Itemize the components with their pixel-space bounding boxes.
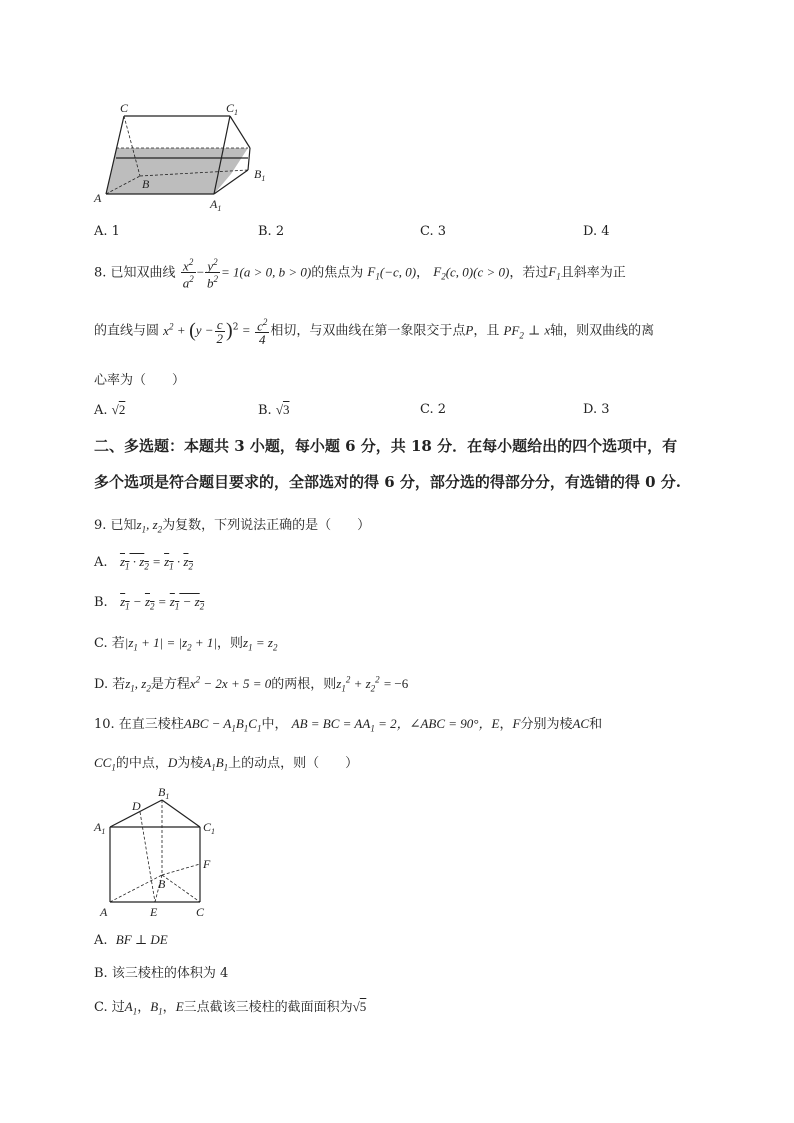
q10-line-2: $CC_1$的中点，D为棱$A_1B_1$上的动点，则（ ） — [94, 755, 359, 773]
q7-option-c: C. 3 — [420, 224, 447, 239]
q10-line-1: 10. 在直三棱柱ABC − $A_1B_1C_1$中， AB = BC = $AA_1 = 2$，∠ABC = 90°，E，F分别为棱AC和 — [94, 716, 603, 734]
q9-stem: 9. 已知$z_1$, $z_2$为复数，下列说法正确的是（ ） — [94, 517, 371, 535]
q9-option-a: A. $z_1 \cdot z_2 = z_1 \cdot z_2$ — [94, 554, 193, 572]
q8-option-a: A. √2 — [94, 402, 126, 418]
q7-option-d: D. 4 — [583, 224, 610, 239]
label-C1: $C_1$ — [203, 820, 216, 836]
q7-option-b: B. 2 — [258, 224, 285, 239]
q8-line-1: 8. 已知双曲线 $\frac{x^2}{a^2}$ − $\frac{y^2}{b^2}$ = 1(a > 0, b > 0)的焦点为 $F_1(-c$, 0)， $F_2(c$, 0)(c > 0)，若过$F_1$且斜率为正 — [94, 257, 626, 291]
label-C: C — [120, 101, 129, 115]
label-C: C — [196, 905, 205, 919]
q10-option-c: C. 过$A_1$，$B_1$，E三点截该三棱柱的截面面积为√5 — [94, 999, 367, 1017]
q9-option-b: B. $z_1 - z_2 = z_1 - z_2$ — [94, 594, 205, 612]
q8-option-c: C. 2 — [420, 402, 447, 417]
figure-prism-2 — [90, 784, 230, 920]
q7-option-a: A. 1 — [94, 224, 120, 239]
q9-option-d: D. 若$z_1$, $z_2$是方程$x^2 - 2x + 5 = 0$的两根，则$z_1^2 + z_2^2 = -6$ — [94, 674, 409, 694]
label-B: B — [142, 177, 150, 191]
section-2-heading-line-2: 多个选项是符合题目要求的，全部选对的得 6 分，部分选的得部分分，有选错的得 0 分. — [94, 473, 681, 491]
figure-prism-1 — [88, 98, 288, 216]
label-A: A — [100, 905, 108, 919]
label-B1: $B_1$ — [158, 785, 170, 801]
q8-option-b: B. √3 — [258, 402, 290, 418]
q8-line-2: 的直线与圆 $x^2 + (y$ − $\frac{c}{2}$ )$^2$ = $\frac{c^2}{4}$ 相切，与双曲线在第一象限交于点P，且 $PF_2$ ⊥ x轴，则双曲线的离 — [94, 316, 655, 348]
label-A: A — [94, 191, 102, 205]
label-C1: $C_1$ — [226, 101, 239, 117]
q9-option-c: C. 若$|z_1 + 1| = |z_2 + 1|$，则$z_1 = z_2$ — [94, 635, 278, 653]
q10-option-a: A. BF ⊥ DE — [94, 932, 168, 948]
label-A1: $A_1$ — [210, 197, 222, 213]
section-2-heading-line-1: 二、多选题：本题共 3 小题，每小题 6 分，共 18 分．在每小题给出的四个选项中，有 — [94, 437, 678, 455]
label-F: F — [203, 857, 211, 871]
q8-line-3: 心率为（ ） — [94, 373, 186, 388]
label-D: D — [132, 799, 141, 813]
label-B: B — [158, 877, 166, 891]
q10-option-b: B. 该三棱柱的体积为 4 — [94, 966, 229, 981]
label-A1: $A_1$ — [94, 820, 106, 836]
label-E: E — [150, 905, 158, 919]
q8-option-d: D. 3 — [583, 402, 610, 417]
label-B1: $B_1$ — [254, 167, 266, 183]
